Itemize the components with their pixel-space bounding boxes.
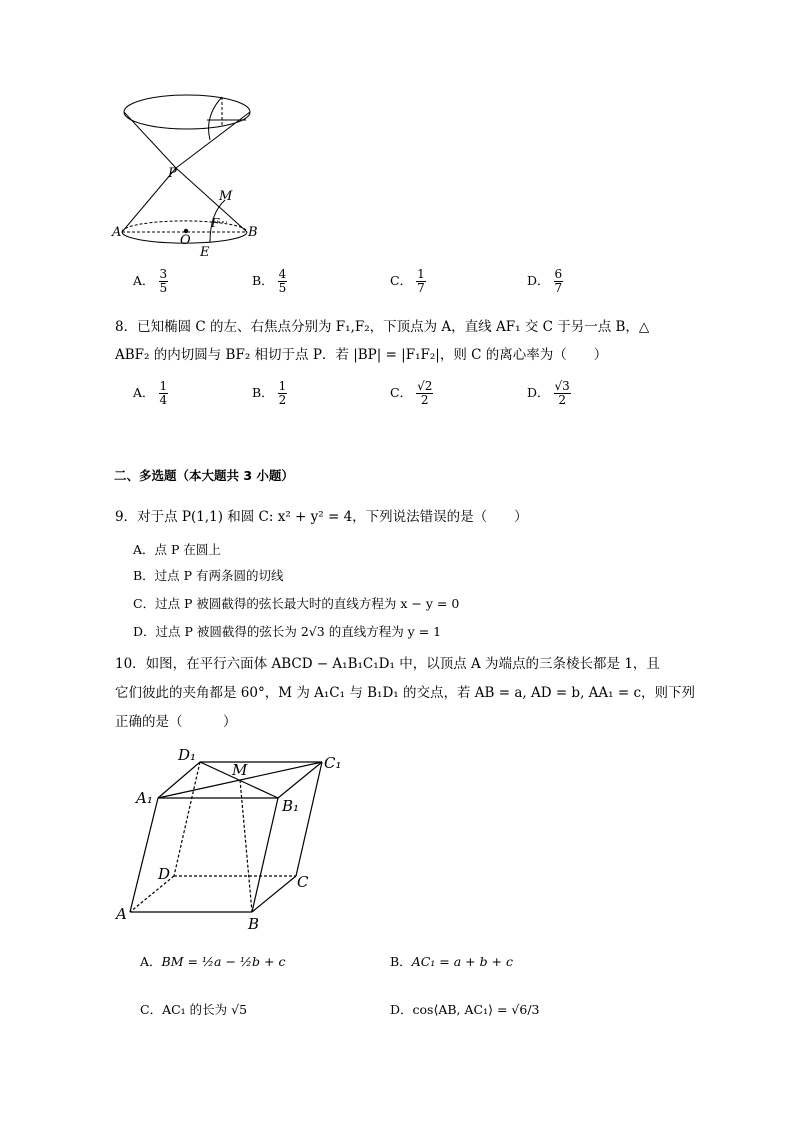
q9-option-c[interactable]: C．过点 P 被圆截得的弦长最大时的直线方程为 x − y = 0 (133, 596, 460, 611)
q8-option-c[interactable]: C． $\frac{√2}{2}$ (390, 379, 433, 407)
cone-label-a: A (112, 225, 122, 240)
q10-option-b-expr: AC₁ = a + b + c (411, 954, 514, 969)
q8-option-d[interactable]: D． $\frac{√3}{2}$ (527, 379, 570, 407)
q7-option-d[interactable]: D． $\frac{6}{7}$ (527, 267, 563, 295)
cone-figure (110, 88, 270, 258)
q10-stem-line1: 10．如图，在平行六面体 ABCD − A₁B₁C₁D₁ 中，以顶点 A 为端点的三条棱长都是 1，且 (115, 656, 660, 672)
q8-stem-line2: ABF₂ 的内切圆与 BF₂ 相切于点 P．若 |BP| = |F₁F₂|，则 C 的离心率为（ ） (115, 347, 608, 363)
q8-option-a[interactable]: A． $\frac{1}{4}$ (133, 379, 168, 407)
q10-option-b[interactable]: B．AC₁ = a + b + c (390, 954, 514, 969)
q10-option-a[interactable]: A．BM = ½a − ½b + c (140, 954, 286, 969)
cone-label-p: P (168, 166, 177, 181)
q9-option-b[interactable]: B．过点 P 有两条圆的切线 (133, 568, 284, 583)
prism-figure (112, 748, 352, 938)
q10-option-c[interactable]: C．AC₁ 的长为 √5 (140, 1002, 248, 1017)
q10-option-d-expr: cos⟨AB, AC₁⟩ = √6/3 (412, 1002, 540, 1017)
prism-label-d: D (158, 865, 171, 883)
q10-option-a-expr: BM = ½a − ½b + c (161, 954, 286, 969)
section-heading: 二、多选题（本大题共 3 小题） (114, 468, 294, 483)
prism-label-a: A (116, 905, 127, 923)
q9-option-a[interactable]: A．点 P 在圆上 (133, 542, 221, 557)
prism-label-a1: A₁ (136, 789, 153, 807)
q10-option-d[interactable]: D．cos⟨AB, AC₁⟩ = √6/3 (390, 1002, 540, 1017)
cone-label-b: B (248, 225, 258, 240)
q9-option-d[interactable]: D．过点 P 被圆截得的弦长为 2√3 的直线方程为 y = 1 (133, 624, 442, 639)
prism-label-b: B (248, 915, 260, 933)
cone-label-e: E (200, 245, 210, 258)
q9-stem: 9．对于点 P(1,1) 和圆 C: x² + y² = 4，下列说法错误的是（ ） (115, 509, 528, 525)
q10-stem-line3: 正确的是（ ） (115, 714, 237, 730)
q8-option-b[interactable]: B． $\frac{1}{2}$ (252, 379, 287, 407)
q8-stem-line1: 8．已知椭圆 C 的左、右焦点分别为 F₁,F₂，下顶点为 A，直线 AF₁ 交 C 于另一点 B，△ (115, 319, 650, 335)
q7-option-a[interactable]: A． $\frac{3}{5}$ (133, 267, 168, 295)
q7-option-b[interactable]: B． $\frac{4}{5}$ (252, 267, 287, 295)
prism-label-d1: D₁ (178, 748, 197, 764)
q7-option-c[interactable]: C． $\frac{1}{7}$ (390, 267, 425, 295)
prism-label-m: M (232, 761, 248, 779)
cone-label-m: M (219, 189, 233, 204)
q10-stem-line2: 它们彼此的夹角都是 60°，M 为 A₁C₁ 与 B₁D₁ 的交点，若 AB = a, AD = b, AA₁ = c，则下列 (115, 685, 696, 701)
prism-label-c1: C₁ (324, 754, 342, 772)
cone-label-f: F (211, 216, 220, 230)
prism-label-b1: B₁ (282, 797, 300, 815)
q10-option-c-expr: AC₁ 的长为 √5 (162, 1002, 248, 1017)
cone-label-o: O (180, 233, 191, 248)
prism-label-c: C (297, 873, 309, 891)
